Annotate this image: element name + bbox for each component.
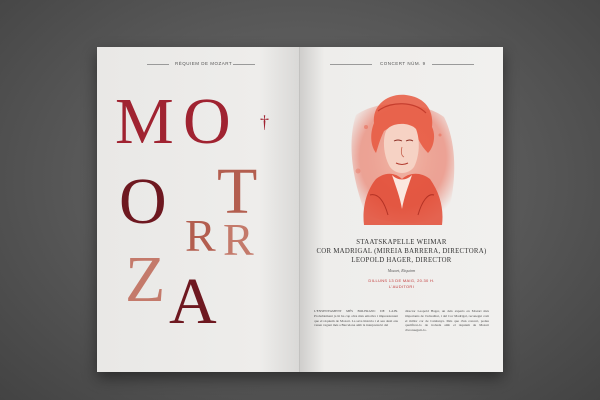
letter-o2: O	[119, 165, 167, 238]
letter-o: O	[183, 85, 231, 158]
running-head-rule-right	[330, 64, 372, 65]
body-text-column-right: director Leopold Hager, un dels experts en Mozart més importants de l'actualitat, i del Cor Madrigal, reconegut com el millor cor de Catalunya. Més que d'un concert, podeu qualificar-lo de trobada amb el rèquiem de Mozart d'aconseguir-lo.	[405, 309, 489, 333]
concert-venue: L'AUDITORI	[388, 284, 415, 289]
running-head-left: RÈQUIEM DE MOZART	[175, 61, 233, 66]
letter-a: A	[169, 265, 217, 338]
running-head-rule-left-2	[233, 64, 255, 65]
left-page	[97, 47, 300, 372]
body-text-column-left: L'ENSENYAMENT MÉS BOLERANC DE LAIN. Probablement ja hi ha cap obra més emotiva i impressionant que el rèquiem de Mozart. La seva història i el seu destí ens venen vagant més a Barcelona amb la interpretació del	[314, 309, 398, 328]
credit-choir: COR MADRIGAL (MIREIA BARRERA, DIRECTORA)	[316, 248, 487, 255]
program-title: Mozart, Rèquiem	[387, 268, 416, 273]
credit-orchestra: STAATSKAPELLE WEIMAR	[356, 239, 447, 246]
credit-conductor: LEOPOLD HAGER, DIRECTOR	[351, 257, 452, 264]
letter-r2: R	[223, 214, 254, 265]
letter-z: Z	[125, 243, 166, 316]
right-page	[300, 47, 503, 372]
running-head-rule-right-2	[432, 64, 474, 65]
running-head-rule-left	[147, 64, 169, 65]
letter-r: R	[185, 210, 216, 261]
mozart-portrait-icon	[336, 75, 466, 235]
concert-date: DILLUNS 13 DE MAIG, 20.30 H.	[368, 278, 435, 283]
letter-t: T	[217, 155, 258, 228]
letter-m: M	[115, 85, 174, 158]
spine-gutter	[299, 47, 301, 372]
running-head-right: CONCERT NÚM. 9	[380, 61, 426, 66]
magazine-spread	[97, 47, 503, 372]
cross-mark: †	[260, 112, 269, 132]
